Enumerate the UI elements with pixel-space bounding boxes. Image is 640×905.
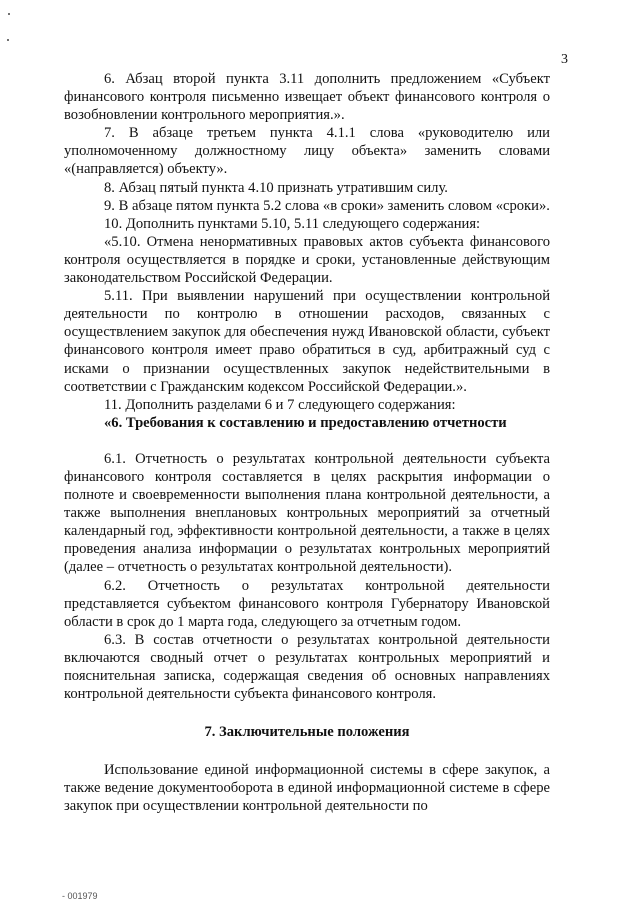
paragraph-6-2: 6.2. Отчетность о результатах контрольной деятельности представляется субъектом финансового контроля Губернатору Ивановской области в срок до 1 марта года, следующего за отчетным годом. — [64, 577, 550, 630]
section-7-heading: 7. Заключительные положения — [204, 724, 410, 741]
paragraph-9: 9. В абзаце пятом пункта 5.2 слова «в сроки» заменить словом «сроки». — [104, 197, 550, 214]
footer-code: - 001979 — [62, 891, 98, 901]
paragraph-7: 7. В абзаце третьем пункта 4.1.1 слова «руководителю или уполномоченному должностному лицу объекта» заменить словами «(направляется) объекту». — [64, 125, 550, 178]
spacer — [64, 432, 550, 450]
paragraph-6-1: 6.1. Отчетность о результатах контрольной деятельности субъекта финансового контроля составляется в целях раскрытия информации о полноте и своевременности выполнения плана контрольной деятельности, а также выполнения внеплановых контрольных мероприятий за отчетный календарный год, эффективности контрольной деятельности, а также в целях проведения анализа информации о результатах контрольных мероприятий (далее – отчетность о результатах контрольной деятельности). — [64, 450, 550, 576]
paragraph-6: 6. Абзац второй пункта 3.11 дополнить предложением «Субъект финансового контроля письменно извещает объект финансового контроля о возобновлении контрольного мероприятия.». — [64, 71, 550, 124]
page-number: 3 — [561, 52, 568, 67]
paragraph-7-1: Использование единой информационной системы в сфере закупок, а также ведение документооборота в единой информационной системе в сфере закупок при осуществлении контрольной деятельности по — [64, 762, 550, 815]
paragraph-11: 11. Дополнить разделами 6 и 7 следующего содержания: — [104, 396, 456, 413]
paragraph-5-11: 5.11. При выявлении нарушений при осуществлении контрольной деятельности по контролю в отношении расходов, связанных с осуществлением закупок для обеспечения нужд Ивановской области, субъект финансового контроля имеет право обратиться в суд, арбитражный суд с исками о признании осуществленных закупок недействительными в соответствии с Гражданским кодексом Российской Федерации.». — [64, 288, 550, 395]
paragraph-6-3: 6.3. В состав отчетности о результатах контрольной деятельности включаются сводный отчет о результатах контрольных мероприятий и пояснительная записка, содержащая сведения об основных направлениях контрольной деятельности субъекта финансового контроля. — [64, 631, 550, 703]
scan-speck — [7, 39, 9, 41]
spacer — [64, 703, 550, 723]
section-6-heading: «6. Требования к составлению и предоставлению отчетности — [104, 414, 507, 431]
document-body — [64, 70, 550, 816]
scan-speck — [8, 13, 10, 15]
paragraph-8: 8. Абзац пятый пункта 4.10 признать утратившим силу. — [104, 179, 448, 196]
spacer — [64, 741, 550, 761]
paragraph-5-10: «5.10. Отмена ненормативных правовых актов субъекта финансового контроля осуществляется в порядке и сроки, установленные действующим законодательством Российской Федерации. — [64, 233, 550, 287]
paragraph-10: 10. Дополнить пунктами 5.10, 5.11 следующего содержания: — [104, 215, 481, 232]
